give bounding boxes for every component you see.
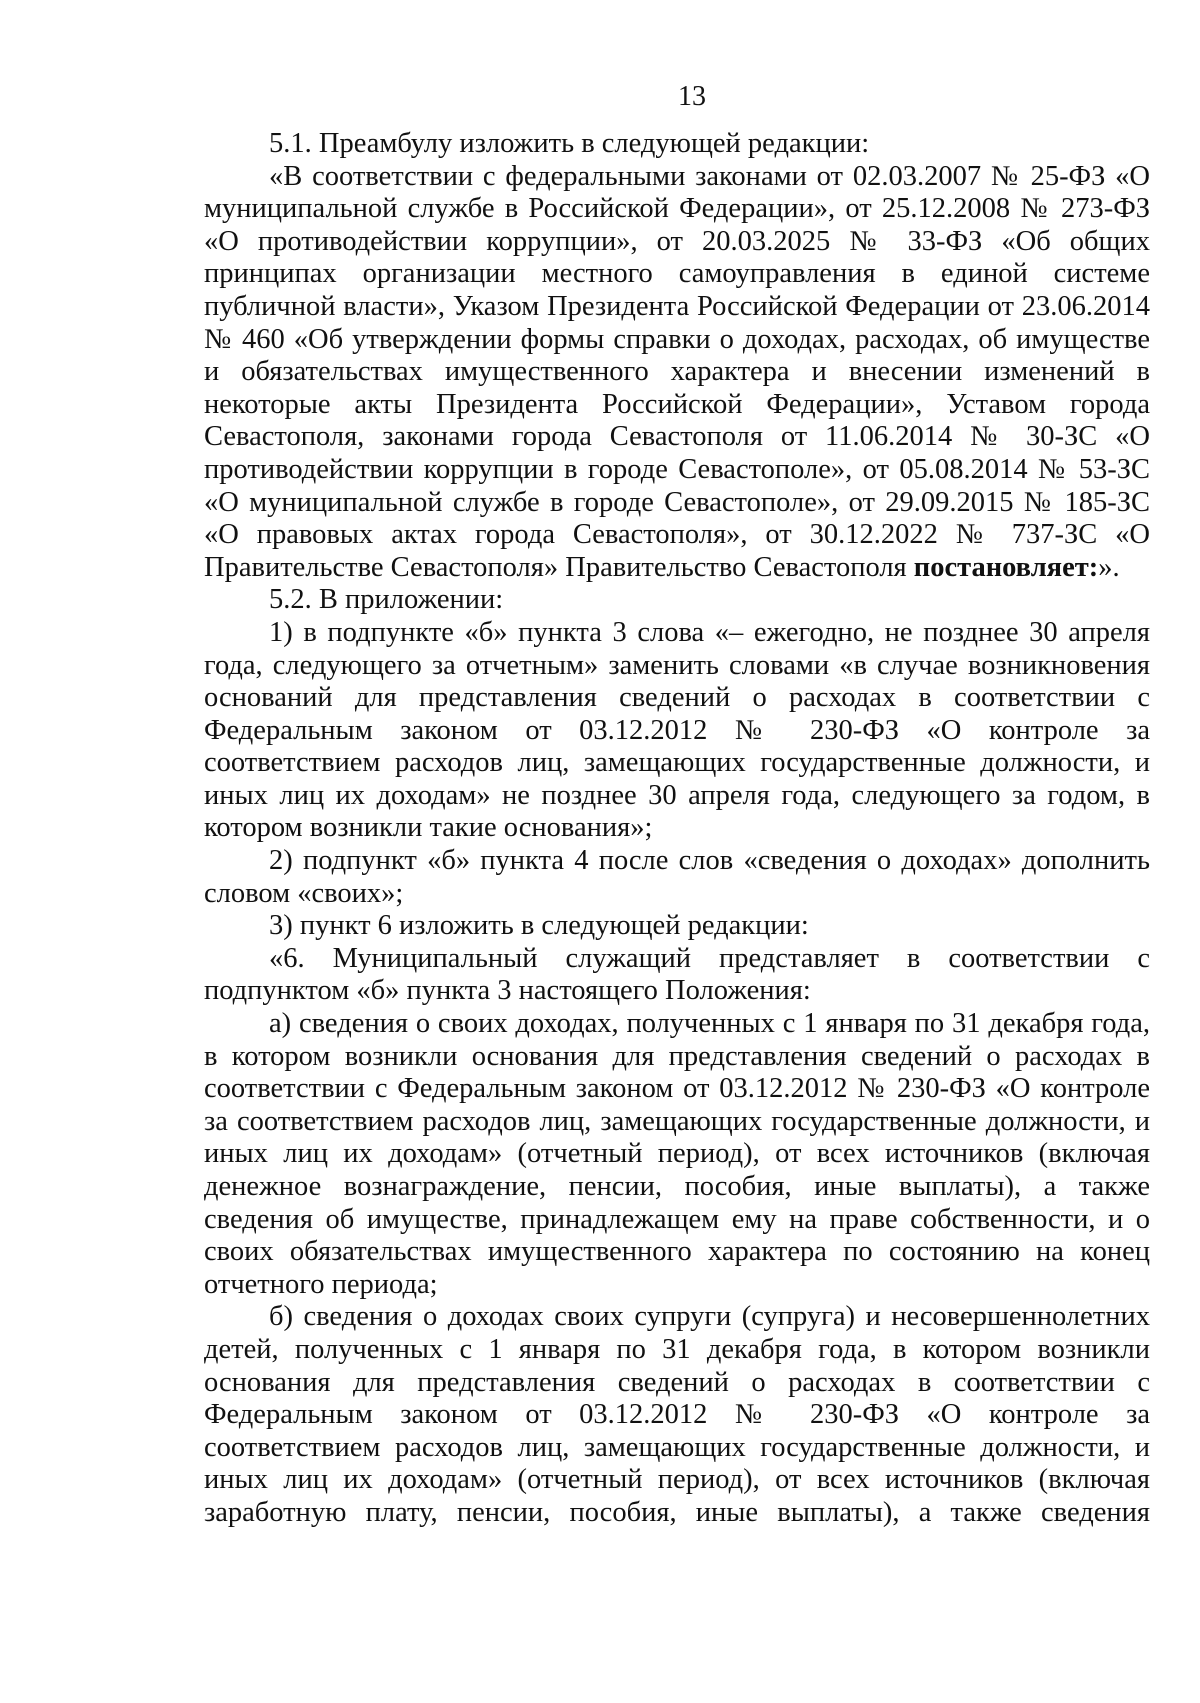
paragraph-subitem-b: б) сведения о доходах своих супруги (супруга) и несовершеннолетних детей, полученных с 1 января по 31 декабря года, в котором возникли основания для представления сведений о расходах в соответствии с Федеральным законом от 03.12.2012 № 230-ФЗ «О контроле за соответствием расходов лиц, замещающих государственные должности, и иных лиц их доходам» (отчетный период), от всех источников (включая заработную плату, пенсии, пособия, иные выплаты), а также сведения <box>204 1301 1150 1528</box>
paragraph-5-1: 5.1. Преамбулу изложить в следующей редакции: <box>269 128 870 159</box>
paragraph-item-3: 3) пункт 6 изложить в следующей редакции: <box>269 910 809 942</box>
paragraph-5-2: 5.2. В приложении: <box>269 584 504 616</box>
preamble-bold-word: постановляет: <box>913 551 1099 583</box>
paragraph-clause-6: «6. Муниципальный служащий представляет в соответствии с подпунктом «б» пункта 3 настоящего Положения: <box>204 942 1150 1007</box>
paragraph-subitem-a: а) сведения о своих доходах, полученных с 1 января по 31 декабря года, в котором возникли основания для представления сведений о расходах в соответствии с Федеральным законом от 03.12.2012 № 230-ФЗ «О контроле за соответствием расходов лиц, замещающих государственные должности, и иных лиц их доходам» (отчетный период), от всех источников (включая денежное вознаграждение, пенсии, пособия, иные выплаты), а также сведения об имуществе, принадлежащем ему на праве собственности, и о своих обязательствах имущественного характера по состоянию на конец отчетного периода; <box>204 1008 1150 1300</box>
page-number: 13 <box>678 81 706 112</box>
document-body <box>204 80 1150 1530</box>
preamble-tail: ». <box>1098 551 1120 583</box>
paragraph-item-2: 2) подпункт «б» пункта 4 после слов «сведения о доходах» дополнить словом «своих»; <box>204 845 1150 909</box>
paragraph-item-1: 1) в подпункте «б» пункта 3 слова «– ежегодно, не позднее 30 апреля года, следующего за отчетным» заменить словами «в случае возникновения оснований для представления сведений о расходах в соответствии с Федеральным законом от 03.12.2012 № 230-ФЗ «О контроле за соответствием расходов лиц, замещающих государственные должности, и иных лиц их доходам» не позднее 30 апреля года, следующего за годом, в котором возникли такие основания»; <box>204 616 1150 844</box>
paragraph-preamble <box>204 161 1150 585</box>
preamble-text: «В соответствии с федеральными законами от 02.03.2007 № 25-ФЗ «О муниципальной службе в Российской Федерации», от 25.12.2008 № 273-ФЗ «О противодействии коррупции», от 20.03.2025 № 33-ФЗ «Об общих принципах организации местного самоуправления в единой системе публичной власти», Указом Президента Российской Федерации от 23.06.2014 № 460 «Об утверждении формы справки о доходах, расходах, об имуществе и обязательствах имущественного характера и внесении изменений в некоторые акты Президента Российской Федерации», Уставом города Севастополя, законами города Севастополя от 11.06.2014 № 30-ЗС «О противодействии коррупции в городе Севастополе», от 05.08.2014 № 53-ЗС «О муниципальной службе в городе Севастополе», от 29.09.2015 № 185-ЗС «О правовых актах города Севастополя», от 30.12.2022 № 737-ЗС «О Правительстве Севастополя» Правительство Севастополя <box>204 160 1150 583</box>
